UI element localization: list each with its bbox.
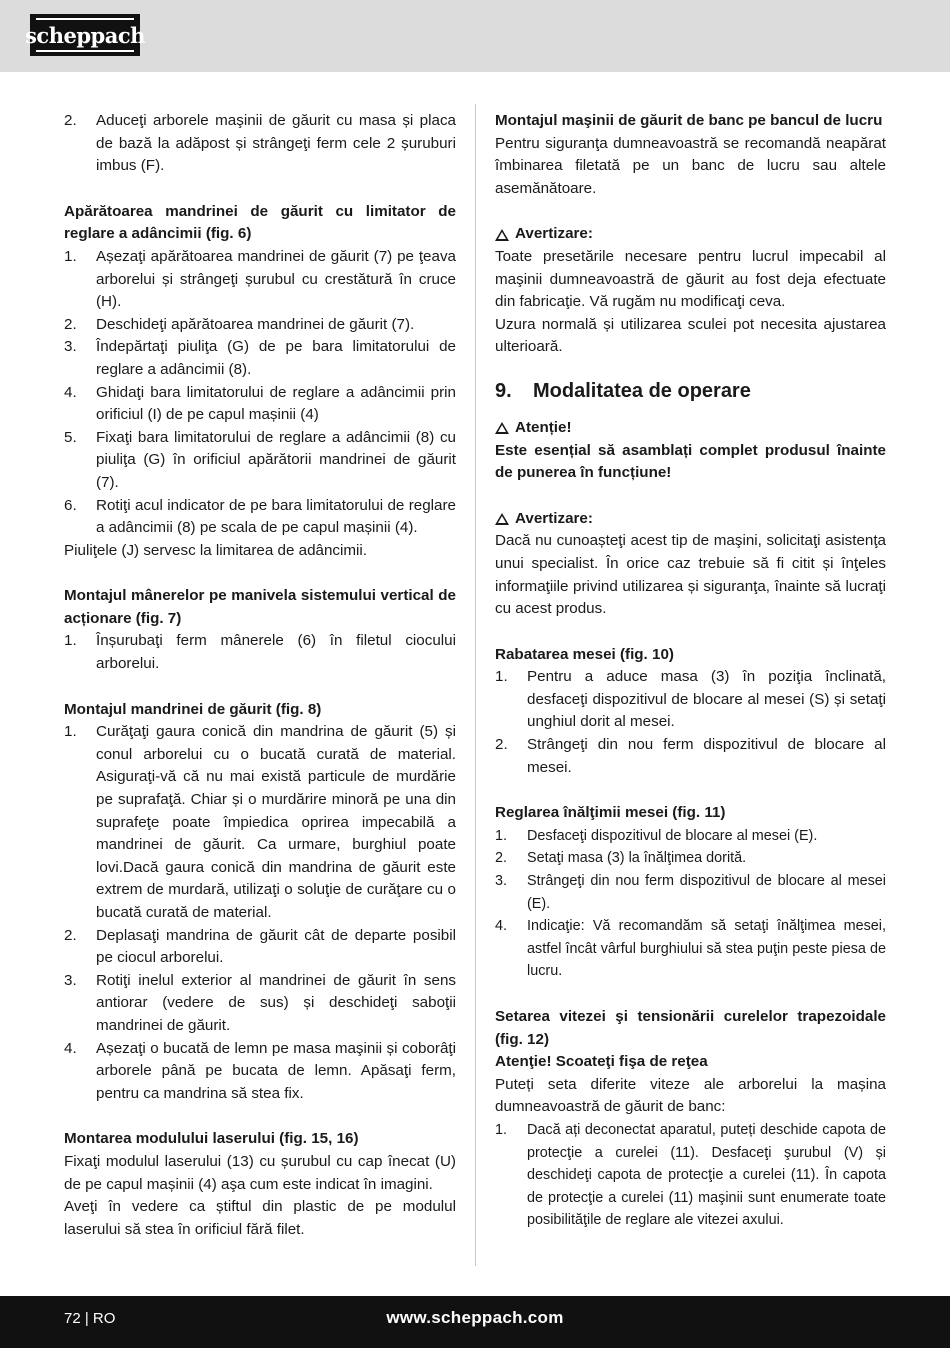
page-footer — [0, 1296, 950, 1348]
list-number: 1. — [64, 247, 77, 265]
list-item — [64, 246, 456, 314]
list-number: 1. — [495, 827, 508, 844]
mandrel-guard-steps — [64, 246, 456, 540]
section-heading-laser: Montarea modulului laserului (fig. 15, 16) — [64, 1130, 359, 1148]
list-number: 2. — [495, 736, 508, 754]
handles-steps — [64, 630, 456, 675]
list-number: 1. — [64, 723, 77, 741]
logo-stripe-top — [36, 18, 134, 20]
list-text: Indicaţie: Vă recomandăm să setaţi înălţimea mesei, astfel încât vârful burghiului să stea puţin peste piesa de lucru. — [527, 918, 886, 980]
nut-note: Piuliţele (J) servesc la limitarea de adâncimii. — [64, 541, 368, 559]
list-item — [64, 314, 456, 337]
list-item — [495, 847, 886, 870]
section-heading-mandrel-guard: Apărătoarea mandrinei de găurit cu limitator de reglare a adâncimii (fig. 6) — [64, 202, 456, 243]
warning-label: Avertizare: — [515, 225, 593, 243]
bench-mount-text: Pentru siguranţa dumneavoastră se recomandă neapărat îmbinarea filetată pe un banc de lucru sau altele asemănătoare. — [495, 134, 886, 197]
list-text: Rotiţi acul indicator de pe bara limitatorului de reglare a adâncimii (8) pe scala de pe capul mașinii (4). — [96, 496, 456, 537]
page-header — [0, 0, 950, 72]
list-text: Strângeţi din nou ferm dispozitivul de blocare al mesei (E). — [527, 873, 886, 912]
list-text: Așezaţi o bucată de lemn pe masa maşinii și coborâţi arborele până pe bucata de lemn. Apăsaţi ferm, pentru ca mandrina să stea fix. — [96, 1039, 456, 1102]
list-number: 3. — [495, 873, 508, 890]
list-text: Înșurubaţi ferm mânerele (6) în filetul ciocului arborelui. — [96, 632, 456, 673]
logo-text: scheppach — [25, 22, 145, 48]
list-item — [495, 666, 886, 734]
list-item — [495, 734, 886, 779]
list-item — [495, 915, 886, 983]
list-item — [495, 1119, 886, 1232]
list-item — [64, 630, 456, 675]
specialist-paragraph: Dacă nu cunoașteţi acest tip de maşini, solicitaţi asistenţa unui specialist. În orice caz trebuie să fi citit și înţeles informaţiile privind utilizarea și siguranţa, înainte să lucraţi cu acest produs. — [495, 532, 886, 618]
list-item — [495, 825, 886, 848]
chapter-heading — [495, 377, 886, 405]
speed-steps — [495, 1119, 886, 1232]
list-number: 2. — [64, 112, 77, 129]
chuck-steps — [64, 721, 456, 1105]
list-item — [64, 925, 456, 970]
list-number: 2. — [64, 315, 77, 333]
list-item — [64, 336, 456, 381]
list-text: Îndepărtaţi piuliţa (G) de pe bara limitatorului de reglare a adâncimii (8). — [96, 338, 456, 378]
list-item — [495, 870, 886, 915]
list-number: 1. — [64, 632, 77, 650]
section-heading-table-height: Reglarea înălţimii mesei (fig. 11) — [495, 804, 726, 822]
table-height-steps — [495, 825, 886, 983]
list-number: 5. — [64, 428, 77, 446]
page-number: 72 | RO — [64, 1310, 116, 1327]
list-number: 1. — [495, 668, 508, 686]
logo-stripe-bottom — [36, 50, 134, 52]
list-number: 3. — [64, 338, 77, 356]
list-text: Deschideţi apărătoarea mandrinei de găurit (7). — [96, 315, 415, 333]
list-text: Deplasaţi mandrina de găurit cât de departe posibil pe ciocul arborelui. — [96, 926, 456, 967]
column-divider — [475, 104, 476, 1266]
list-number: 6. — [64, 496, 77, 514]
presets-paragraph: Toate presetările necesare pentru lucrul impecabil al maşinii dumneavoastră de găurit au fost deja efectuate din fabricaţie. Vă rugăm nu modificaţi ceva. — [495, 247, 886, 311]
right-column — [495, 110, 886, 1232]
assembly-warning-text: Este esențial să asamblați complet produsul înainte de punerea în funcțiune! — [495, 441, 886, 482]
warning-label: Avertizare: — [515, 509, 593, 527]
section-heading-speed: Setarea vitezei şi tensionării curelelor trapezoidale (fig. 12) — [495, 1008, 886, 1048]
list-number: 2. — [495, 850, 508, 867]
list-number: 4. — [64, 1039, 77, 1057]
list-text: Așezaţi apărătoarea mandrinei de găurit (7) pe ţeava arborelui și strângeţi șurubul cu crestătură în cruce (H). — [96, 247, 456, 311]
list-text: Ghidaţi bara limitatorului de reglare a adâncimii prin orificiul (I) de pe capul mașinii (4) — [96, 383, 456, 424]
list-item — [64, 970, 456, 1038]
wear-paragraph: Uzura normală și utilizarea sculei pot necesita ajustarea ulterioară. — [495, 315, 886, 356]
brand-logo — [25, 14, 145, 56]
list-item — [64, 495, 456, 540]
list-item — [64, 1038, 456, 1106]
warning-triangle-icon — [495, 422, 509, 434]
attention-heading — [495, 417, 886, 440]
list-text: Setaţi masa (3) la înălţimea dorită. — [527, 850, 747, 867]
table-tilt-steps — [495, 666, 886, 779]
warning-triangle-icon — [495, 229, 509, 241]
section-heading-chuck: Montajul mandrinei de găurit (fig. 8) — [64, 700, 322, 718]
section-heading-table-tilt: Rabatarea mesei (fig. 10) — [495, 645, 674, 663]
list-text: Fixaţi bara limitatorului de reglare a adâncimii (8) cu piuliţa (G) în orificiul apărătorii mandrinei de găurit (7). — [96, 428, 456, 491]
list-item — [64, 721, 456, 924]
list-text: Aduceţi arborele maşinii de găurit cu masa și placa de bază la adăpost și strângeţi ferm cele 2 șuruburi imbus (F). — [96, 112, 456, 175]
attention-label: Atenție! — [515, 418, 572, 436]
unplug-warning: Atenţie! Scoateţi fişa de reţea — [495, 1053, 708, 1071]
chapter-number: 9. — [495, 379, 512, 402]
list-number: 2. — [64, 926, 77, 944]
list-text: Dacă ați deconectat aparatul, puteți deschide capota de protecţie a curelei (11). Desfaceţi şurubul (V) și deschideţi capota de protecţie a curelei (11). În capota de protecţie a curelei (11) maşinii sunt enumerate toate posibilităţile de reglare ale vitezei axului. — [527, 1121, 886, 1229]
list-item — [64, 382, 456, 427]
section-heading-handles: Montajul mânerelor pe manivela sistemului vertical de acționare (fig. 7) — [64, 587, 456, 627]
list-number: 3. — [64, 971, 77, 989]
list-text: Desfaceţi dispozitivul de blocare al mesei (E). — [527, 827, 818, 844]
warning-triangle-icon — [495, 513, 509, 525]
laser-paragraph-1: Fixaţi modulul laserului (13) cu șurubul cu cap înecat (U) de pe capul mașinii (4) aşa cum este indicat în imagini. — [64, 1152, 456, 1193]
list-text: Curăţaţi gaura conică din mandrina de găurit (5) și conul arborelui cu o bucată curată de material. Asiguraţi-vă că nu mai există particule de murdărie pe suprafaţă. Chiar și o murdărire minoră pe una din suprafeţe poate împiedica oprirea impecabilă a mandrinei de găurit. Ca urmare, burghiul poate lovi.Dacă gaura conică din mandrina de găurit este extrem de murdară, utilizaţi o soluţie de curăţare cu o bucată curată de material. — [96, 723, 456, 921]
list-number: 4. — [64, 383, 77, 401]
list-number: 1. — [495, 1121, 508, 1138]
website-link[interactable]: www.scheppach.com — [386, 1308, 564, 1327]
warning-heading — [495, 223, 886, 246]
list-text: Rotiţi inelul exterior al mandrinei de găurit în sens antiorar (vedere de sus) și deschideţi saboţii mandrinei de găurit. — [96, 971, 456, 1034]
laser-paragraph-2: Aveţi în vedere ca știftul din plastic de pe modulul laserului să stea în orificiul fără filet. — [64, 1198, 456, 1238]
warning-heading — [495, 508, 886, 531]
list-text: Strângeţi din nou ferm dispozitivul de blocare al mesei. — [527, 736, 886, 776]
left-column — [64, 110, 456, 1241]
chapter-title: Modalitatea de operare — [533, 379, 751, 402]
list-item — [64, 110, 456, 178]
section-heading-bench-mount: Montajul maşinii de găurit de banc pe bancul de lucru — [495, 112, 883, 129]
list-text: Pentru a aduce masa (3) în poziţia înclinată, desfaceţi dispozitivul de blocare al mesei (S) și setaţi unghiul dorit al mesei. — [527, 668, 886, 731]
list-item — [64, 427, 456, 495]
list-number: 4. — [495, 918, 508, 935]
speed-paragraph: Puteți seta diferite viteze ale arborelui la mașina dumneavoastră de găurit de banc: — [495, 1075, 886, 1116]
